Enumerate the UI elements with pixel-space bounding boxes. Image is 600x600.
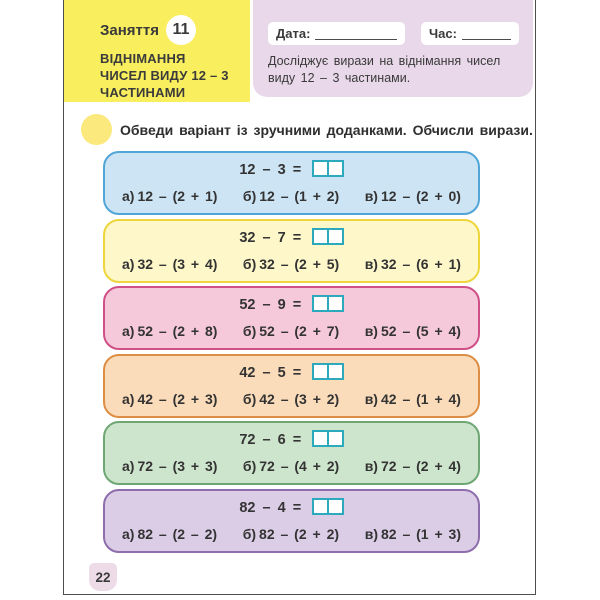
equation-row [105, 229, 478, 247]
option-label: а) [122, 525, 135, 542]
options-row [105, 256, 478, 272]
task-instruction: Обведи варіант із зручними доданками. Обчисли вирази. [120, 121, 533, 138]
option-expression: 52 – (2 + 8) [137, 323, 218, 339]
option-expression: 42 – (1 + 4) [380, 390, 461, 407]
answer-cell-ones[interactable] [327, 160, 344, 177]
lesson-title [100, 50, 250, 101]
exercise-box-4 [103, 354, 480, 418]
option-label: в) [364, 525, 378, 542]
option-expression: 82 – (2 + 2) [259, 525, 340, 542]
date-field[interactable] [268, 22, 405, 45]
option-в[interactable] [365, 391, 461, 407]
equation-text: 52 – 9 = [239, 297, 302, 313]
options-row [105, 323, 478, 339]
info-description: Досліджує вирази на віднімання чисел виду 12 – 3 частинами. [268, 54, 501, 85]
option-expression: 72 – (3 + 3) [137, 458, 218, 474]
option-expression: 32 – (2 + 5) [259, 255, 340, 272]
option-expression: 12 – (2 + 0) [380, 188, 461, 204]
exercise-box-1 [103, 151, 480, 215]
equation-text: 72 – 6 = [239, 432, 302, 448]
option-label: б) [242, 525, 257, 542]
lesson-line [100, 15, 250, 45]
answer-cell-ones[interactable] [327, 295, 344, 312]
option-б[interactable] [243, 256, 339, 272]
answer-cell-ones[interactable] [327, 430, 344, 447]
option-expression: 42 – (3 + 2) [259, 390, 340, 407]
time-blank-line[interactable] [462, 28, 511, 40]
equation-text: 82 – 4 = [239, 499, 302, 516]
option-label: в) [364, 188, 378, 204]
option-label: б) [242, 255, 257, 272]
options-row [105, 188, 478, 204]
option-expression: 52 – (5 + 4) [380, 323, 461, 339]
option-label: в) [364, 255, 378, 272]
option-б[interactable] [243, 188, 339, 204]
time-label: Час: [429, 26, 457, 41]
task-bullet-icon [81, 114, 112, 145]
option-label: а) [122, 390, 135, 407]
option-expression: 42 – (2 + 3) [137, 390, 218, 407]
equation-text: 32 – 7 = [239, 229, 302, 246]
option-label: в) [364, 323, 378, 339]
option-expression: 32 – (3 + 4) [137, 255, 218, 272]
exercise-box-5 [103, 421, 480, 485]
answer-boxes [312, 295, 344, 312]
exercise-list [103, 151, 480, 553]
equation-text: 12 – 3 = [239, 162, 302, 178]
option-expression: 52 – (2 + 7) [259, 323, 340, 339]
answer-cell-ones[interactable] [327, 363, 344, 380]
option-а[interactable] [122, 526, 217, 542]
lesson-title-line-2: ЧИСЕЛ ВИДУ 12 – 3 [100, 68, 229, 83]
option-label: а) [122, 323, 135, 339]
answer-boxes [312, 363, 344, 380]
answer-boxes [312, 160, 344, 177]
option-expression: 32 – (6 + 1) [380, 255, 461, 272]
equation-row [105, 364, 478, 382]
option-б[interactable] [243, 458, 339, 474]
page-number-badge: 22 [89, 563, 117, 591]
option-label: а) [122, 458, 135, 474]
option-в[interactable] [365, 188, 461, 204]
fields-row [268, 22, 519, 45]
options-row [105, 458, 478, 474]
task-row [81, 114, 533, 145]
option-в[interactable] [365, 323, 461, 339]
answer-boxes [312, 228, 344, 245]
option-expression: 72 – (2 + 4) [380, 458, 461, 474]
option-expression: 12 – (2 + 1) [137, 188, 218, 204]
equation-row [105, 161, 478, 179]
date-blank-line[interactable] [315, 28, 397, 40]
option-label: б) [242, 323, 257, 339]
equation-row [105, 296, 478, 314]
answer-cell-ones[interactable] [327, 498, 344, 515]
option-label: б) [242, 458, 257, 474]
options-row [105, 526, 478, 542]
lesson-number-circle: 11 [166, 15, 196, 45]
option-б[interactable] [243, 323, 339, 339]
options-row [105, 391, 478, 407]
option-expression: 82 – (2 – 2) [137, 525, 218, 542]
option-label: б) [242, 390, 257, 407]
equation-text: 42 – 5 = [239, 364, 302, 381]
option-в[interactable] [365, 526, 461, 542]
lesson-title-line-1: ВІДНІМАННЯ [100, 51, 186, 66]
time-field[interactable] [421, 22, 519, 45]
option-а[interactable] [122, 458, 217, 474]
option-а[interactable] [122, 323, 217, 339]
page-frame [63, 0, 536, 595]
option-б[interactable] [243, 391, 339, 407]
option-expression: 12 – (1 + 2) [259, 188, 340, 204]
lesson-title-line-3: ЧАСТИНАМИ [100, 85, 186, 100]
option-label: а) [122, 255, 135, 272]
option-label: в) [364, 458, 378, 474]
equation-row [105, 499, 478, 517]
option-в[interactable] [365, 458, 461, 474]
option-label: а) [122, 188, 135, 204]
answer-cell-ones[interactable] [327, 228, 344, 245]
answer-boxes [312, 498, 344, 515]
lesson-label: Заняття [100, 21, 159, 39]
answer-boxes [312, 430, 344, 447]
option-а[interactable] [122, 256, 217, 272]
date-label: Дата: [276, 26, 311, 41]
lesson-header [64, 0, 250, 102]
exercise-box-6 [103, 489, 480, 553]
equation-row [105, 431, 478, 449]
option-в[interactable] [365, 256, 461, 272]
exercise-box-2 [103, 219, 480, 283]
exercise-box-3 [103, 286, 480, 350]
option-а[interactable] [122, 188, 217, 204]
option-label: б) [242, 188, 257, 204]
option-expression: 72 – (4 + 2) [259, 458, 340, 474]
option-б[interactable] [243, 526, 339, 542]
option-expression: 82 – (1 + 3) [381, 525, 461, 542]
info-panel [253, 0, 533, 97]
option-а[interactable] [122, 391, 217, 407]
option-label: в) [364, 390, 378, 407]
